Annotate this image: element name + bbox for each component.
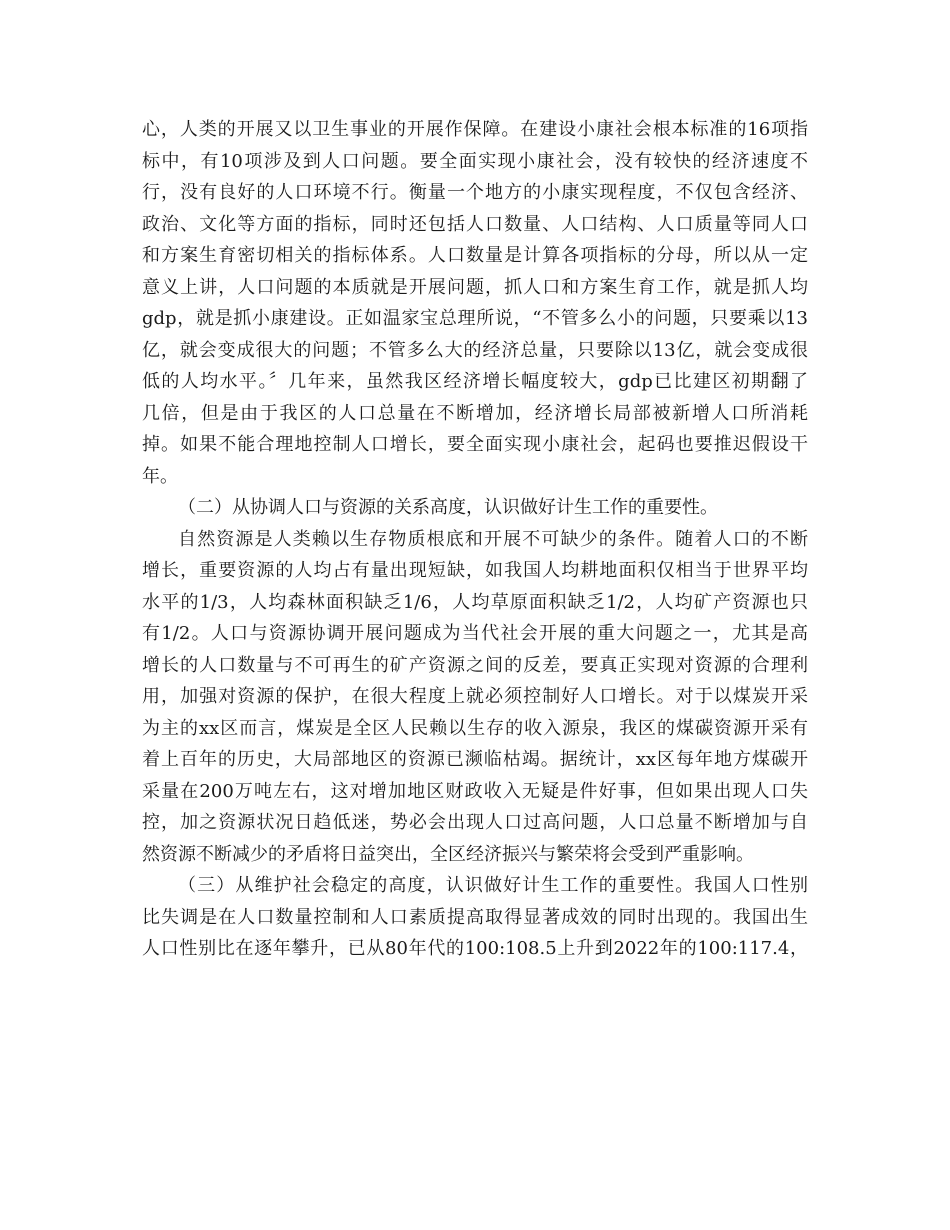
text-line: 增长的人口数量与不可再生的矿产资源之间的反差，要真正实现对资源的合理利	[142, 654, 808, 676]
text-line: 比失调是在人口数量控制和人口素质提高取得显著成效的同时出现的。我国出生	[142, 906, 808, 928]
text-line: 采量在200万吨左右，这对增加地区财政收入无疑是件好事，但如果出现人口失	[142, 780, 808, 802]
text-line: 然资源不断减少的矛盾将日益突出，全区经济振兴与繁荣将会受到严重影响。	[142, 843, 754, 865]
text-line: 掉。如果不能合理地控制人口增长，要全面实现小康社会，起码也要推迟假设干	[142, 434, 808, 455]
text-line: 亿，就会变成很大的问题；不管多么大的经济总量，只要除以13亿，就会变成很	[142, 339, 808, 361]
text-line: 有1/2。人口与资源协调开展问题成为当代社会开展的重大问题之一，尤其是高	[142, 623, 808, 644]
text-line: 增长，重要资源的人均占有量出现短缺，如我国人均耕地面积仅相当于世界平均	[142, 560, 808, 581]
text-line: 人口性别比在逐年攀升，已从80年代的100:108.5上升到2022年的100:117.4，	[142, 938, 808, 959]
text-line: 心，人类的开展又以卫生事业的开展作保障。在建设小康社会根本标准的16项指	[142, 119, 808, 140]
text-line: 年。	[142, 465, 178, 487]
text-line: 标中，有10项涉及到人口问题。要全面实现小康社会，没有较快的经济速度不	[142, 150, 808, 172]
text-line: 意义上讲，人口问题的本质就是开展问题，抓人口和方案生育工作，就是抓人均	[142, 276, 808, 298]
text-line: 几倍，但是由于我区的人口总量在不断增加，经济增长局部被新增人口所消耗	[142, 402, 808, 424]
document-body	[142, 114, 808, 965]
text-line: 用，加强对资源的保护，在很大程度上就必须控制好人口增长。对于以煤炭开采	[142, 686, 808, 707]
text-line: （三）从维护社会稳定的高度，认识做好计生工作的重要性。我国人口性别	[178, 875, 808, 896]
text-line: 着上百年的历史，大局部地区的资源已濒临枯竭。据统计，xx区每年地方煤碳开	[142, 749, 808, 770]
text-line: 和方案生育密切相关的指标体系。人口数量是计算各项指标的分母，所以从一定	[142, 245, 808, 266]
text-line: 政治、文化等方面的指标，同时还包括人口数量、人口结构、人口质量等同人口	[142, 213, 808, 235]
text-line: 控，加之资源状况日趋低迷，势必会出现人口过高问题，人口总量不断增加与自	[142, 812, 808, 833]
text-line: gdp，就是抓小康建设。正如温家宝总理所说，“不管多么小的问题，只要乘以13	[142, 308, 808, 329]
text-line: 水平的1/3，人均森林面积缺乏1/6，人均草原面积缺乏1/2，人均矿产资源也只	[142, 591, 808, 613]
text-line: （二）从协调人口与资源的关系高度，认识做好计生工作的重要性。	[178, 497, 718, 518]
text-line: 行，没有良好的人口环境不行。衡量一个地方的小康实现程度，不仅包含经济、	[142, 182, 808, 203]
text-line: 为主的xx区而言，煤炭是全区人民赖以生存的收入源泉，我区的煤碳资源开采有	[142, 717, 808, 739]
text-line: 低的人均水平。〞几年来，虽然我区经济增长幅度较大，gdp已比建区初期翻了	[142, 371, 808, 392]
text-line: 自然资源是人类赖以生存物质根底和开展不可缺少的条件。随着人口的不断	[178, 528, 808, 550]
